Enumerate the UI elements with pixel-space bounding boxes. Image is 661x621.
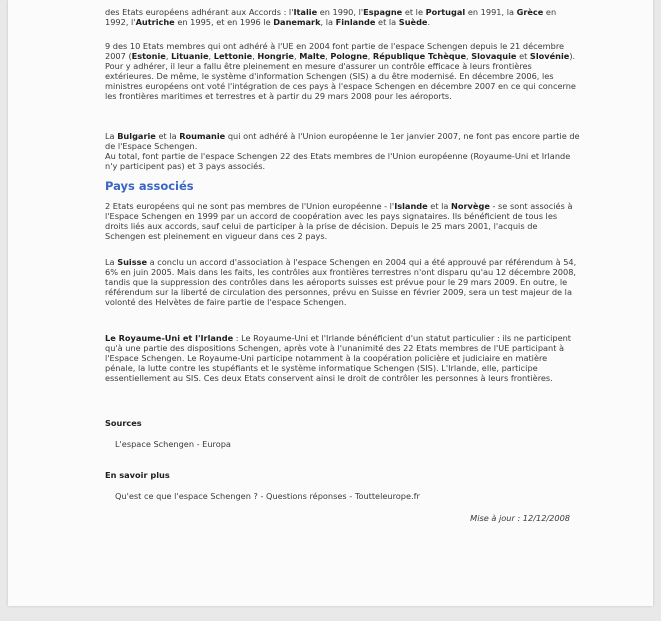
country-danemark: Danemark bbox=[273, 17, 321, 28]
text: , bbox=[208, 51, 214, 62]
text: , bbox=[466, 51, 472, 62]
country-norvege: Norvège bbox=[451, 201, 490, 211]
heading-royaume-uni-irlande: Le Royaume-Uni et l'Irlande bbox=[105, 333, 234, 343]
text: et la bbox=[155, 131, 180, 141]
country-pologne: Pologne bbox=[330, 51, 368, 62]
country-italie: Italie bbox=[293, 7, 318, 17]
text: en 1995, et en 1996 le bbox=[174, 17, 274, 28]
text: , bbox=[252, 51, 258, 62]
country-slovenie: Slovénie bbox=[529, 51, 570, 62]
country-espagne: Espagne bbox=[363, 7, 403, 17]
country-finlande: Finlande bbox=[335, 17, 376, 28]
last-update: Mise à jour : 12/12/2008 bbox=[470, 513, 570, 523]
text: 9 des 10 Etats membres qui ont adhéré à l'UE en 2004 font partie de l'espace Schengen depuis le 21 décembre 2007 ( bbox=[105, 41, 565, 62]
country-grece: Grèce bbox=[516, 7, 544, 17]
paragraph-suisse bbox=[105, 257, 580, 307]
country-autriche: Autriche bbox=[135, 17, 175, 28]
paragraph-bulgarie-roumanie bbox=[105, 131, 580, 171]
text: en 1990, l' bbox=[317, 7, 364, 17]
country-malte: Malte bbox=[299, 51, 326, 62]
paragraph-royaume-uni-irlande bbox=[105, 333, 580, 383]
text: , bbox=[165, 51, 172, 62]
text: et la bbox=[375, 17, 399, 28]
text: ). Pour y adhérer, il leur a fallu être pleinement en mesure d'assurer un contrôle efficace à leurs frontières extérieures. De même, le système d'information Schengen (SIS) a du être modernisé. En décembre 2006, les ministres européens ont voté l'intégration de ces pays à l'espace Schengen en décembre 2007 en ce qui concerne les frontières maritimes et terrestres et à partir du 29 mars 2008 pour les aéroports. bbox=[105, 51, 576, 102]
text: : Le Royaume-Uni et l'Irlande bénéficient d'un statut particulier : ils ne participent qu'à une partie des dispositions Schengen, après vote à l'unanimité des 22 Etats membres de l'UE participant à l'Espace Schengen. Le Royaume-Uni participe notamment à la coopération policière et judiciaire en matière pénale, la lutte contre les stupéfiants et le système informatique Schengen (SIS). L'Irlande, elle, participe essentiellement au SIS. Ces deux Etats conservent ainsi le droit de contrôler les personnes à leurs frontières. bbox=[105, 333, 572, 384]
country-suede: Suède bbox=[398, 17, 428, 28]
country-republique-tcheque: République Tchèque bbox=[372, 51, 466, 62]
text: La bbox=[105, 257, 118, 267]
source-link-europa[interactable]: L'espace Schengen - Europa bbox=[115, 439, 231, 449]
text: et la bbox=[427, 201, 452, 211]
country-estonie: Estonie bbox=[131, 51, 166, 62]
text: La bbox=[105, 131, 118, 141]
text: qui ont adhéré à l'Union européenne le 1er janvier 2007, ne font pas encore partie de de l'Espace Schengen. bbox=[105, 131, 580, 152]
scanned-page bbox=[8, 0, 653, 606]
text: . bbox=[427, 17, 431, 28]
country-slovaquie: Slovaquie bbox=[471, 51, 517, 62]
country-suisse: Suisse bbox=[117, 257, 148, 267]
text: des Etats européens adhérant aux Accords : l' bbox=[105, 7, 294, 17]
text: , bbox=[293, 51, 300, 62]
country-portugal: Portugal bbox=[425, 7, 466, 17]
text: , bbox=[325, 51, 331, 62]
country-bulgarie: Bulgarie bbox=[117, 131, 156, 141]
link-questions-reponses[interactable]: Qu'est ce que l'espace Schengen ? - Questions réponses - Toutteleurope.fr bbox=[115, 491, 420, 501]
text: , la bbox=[320, 17, 336, 28]
text: et bbox=[516, 51, 530, 62]
text: en 1992, l' bbox=[105, 7, 557, 28]
paragraph-islande-norvege bbox=[105, 201, 580, 241]
text: et le bbox=[402, 7, 426, 17]
text: en 1991, la bbox=[465, 7, 517, 17]
country-lettonie: Lettonie bbox=[213, 51, 253, 62]
text: Au total, font partie de l'espace Schengen 22 des Etats membres de l'Union européenne (Royaume-Uni et Irlande n'y participent pas) et 3 pays associés. bbox=[105, 151, 571, 172]
paragraph-2004-members bbox=[105, 41, 580, 102]
sources-heading: Sources bbox=[105, 418, 142, 428]
country-roumanie: Roumanie bbox=[179, 131, 226, 141]
country-islande: Islande bbox=[394, 201, 428, 211]
text: - se sont associés à l'Espace Schengen en 1999 par un accord de coopération avec les pays signataires. Ils bénéficient de tous les droits liés aux accords, sauf celui de participer à la prise de décision. Depuis le 25 mars 2001, l'acquis de Schengen est pleinement en vigueur dans ces 2 pays. bbox=[105, 201, 573, 242]
country-hongrie: Hongrie bbox=[257, 51, 294, 62]
text: , bbox=[367, 51, 373, 62]
text: 2 Etats européens qui ne sont pas membres de l'Union européenne - l' bbox=[105, 201, 395, 211]
country-lituanie: Lituanie bbox=[171, 51, 209, 62]
en-savoir-plus-heading: En savoir plus bbox=[105, 470, 170, 480]
paragraph-founding-members bbox=[105, 7, 580, 27]
text: a conclu un accord d'association à l'espace Schengen en 2004 qui a été approuvé par référendum à 54, 6% en juin 2005. Mais dans les faits, les contrôles aux frontières terrestres n'ont disparu qu'au 12 décembre 2008, tandis que la suppression des contrôles dans les aéroports suisses est prévue pour le 29 mars 2009. En outre, le référendum sur la liberté de circulation des personnes, prévu en Suisse en février 2009, sera un test majeur de la volonté des Helvètes de faire partie de l'espace Schengen. bbox=[105, 257, 577, 308]
section-heading-pays-associes: Pays associés bbox=[105, 179, 194, 193]
